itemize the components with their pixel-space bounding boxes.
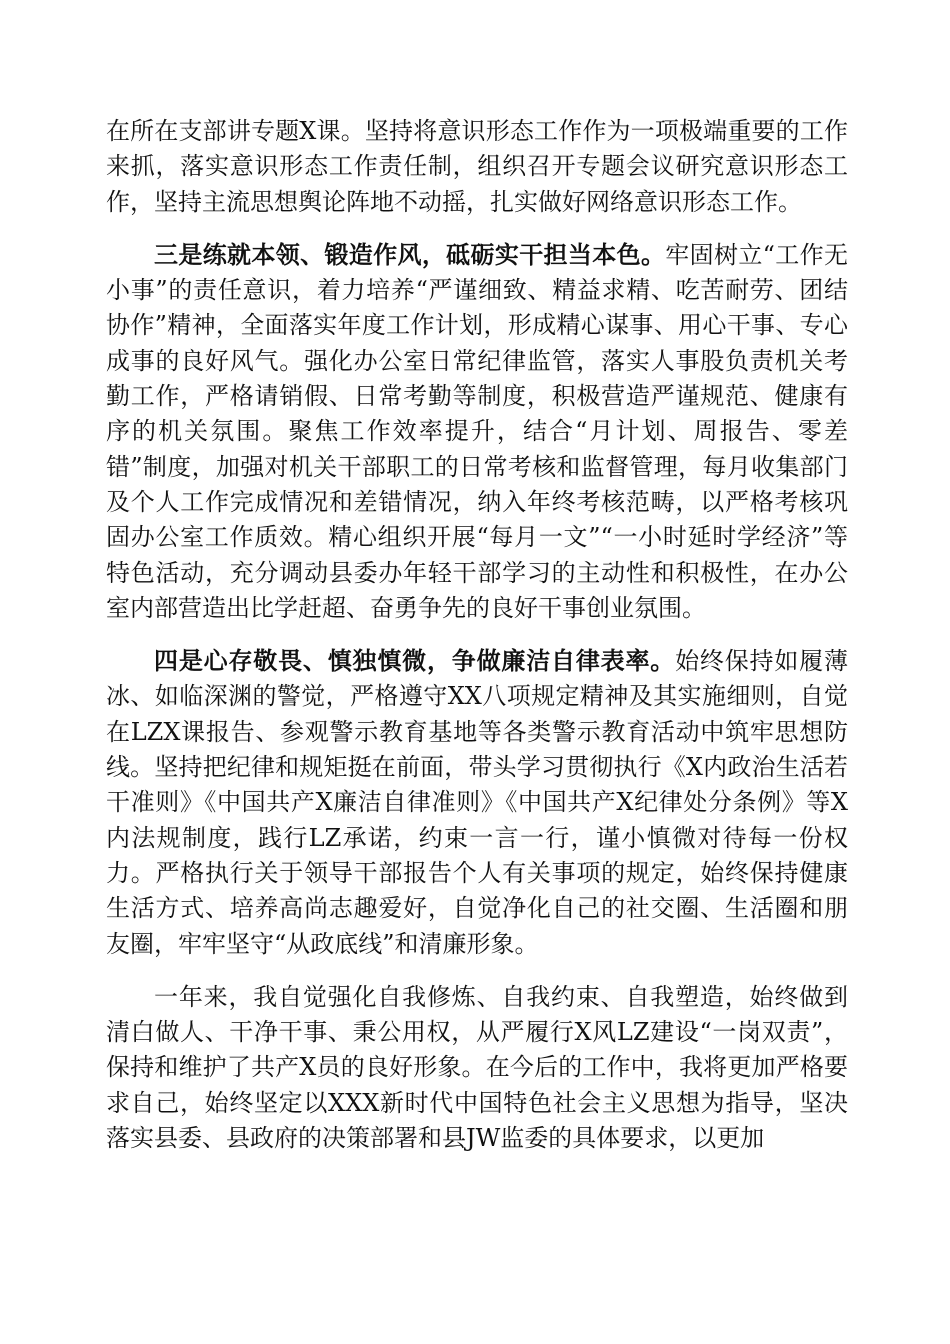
paragraph-text: 始终保持如履薄冰、如临深渊的警觉，严格遵守XX八项规定精神及其实施细则，自觉在LZX课报告、参观警示教育基地等各类警示教育活动中筑牢思想防线。坚持把纪律和规矩挺在前面，带头学习贯彻执行《X内政治生活若干准则》《中国共产X廉洁自律准则》《中国共产X纪律处分条例》等X内法规制度，践行LZ承诺，约束一言一行，谨小慎微对待每一份权力。严格执行关于领导干部报告个人有关事项的规定，始终保持健康生活方式、培养高尚志趣爱好，自觉净化自己的社交圈、生活圈和朋友圈，牢牢坚守“从政底线”和清廉形象。 xyxy=(106,647,848,958)
paragraph-year-summary xyxy=(106,980,848,1156)
paragraph-ideology-work xyxy=(106,114,848,220)
paragraph-text: 牢固树立“工作无小事”的责任意识，着力培养“严谨细致、精益求精、吃苦耐劳、团结协作”精神，全面落实年度工作计划，形成精心谋事、用心干事、专心成事的良好风气。强化办公室日常纪律监管，落实人事股负责机关考勤工作，严格请销假、日常考勤等制度，积极营造严谨规范、健康有序的机关氛围。聚焦工作效率提升，结合“月计划、周报告、零差错”制度，加强对机关干部职工的日常考核和监督管理，每月收集部门及个人工作完成情况和差错情况，纳入年终考核范畴，以严格考核巩固办公室工作质效。精心组织开展“每月一文”“一小时延时学经济”等特色活动，充分调动县委办年轻干部学习的主动性和积极性，在办公室内部营造出比学赶超、奋勇争先的良好干事创业氛围。 xyxy=(106,240,848,622)
paragraph-skills-and-style xyxy=(106,238,848,626)
paragraph-text: 一年来，我自觉强化自我修炼、自我约束、自我塑造，始终做到清白做人、干净干事、秉公用权，从严履行X风LZ建设“一岗双责”，保持和维护了共产X员的良好形象。在今后的工作中，我将更加严格要求自己，始终坚定以XXX新时代中国特色社会主义思想为指导，坚决落实县委、县政府的决策部署和县JW监委的具体要求，以更加 xyxy=(106,982,848,1153)
paragraph-text: 在所在支部讲专题X课。坚持将意识形态工作作为一项极端重要的工作来抓，落实意识形态工作责任制，组织召开专题会议研究意识形态工作，坚持主流思想舆论阵地不动摇，扎实做好网络意识形态工作。 xyxy=(106,117,848,216)
paragraph-integrity-discipline xyxy=(106,644,848,962)
paragraph-heading: 三是练就本领、锻造作风，砥砺实干担当本色。 xyxy=(154,240,666,269)
paragraph-heading: 四是心存敬畏、慎独慎微，争做廉洁自律表率。 xyxy=(154,647,676,676)
document-page xyxy=(106,114,848,1174)
